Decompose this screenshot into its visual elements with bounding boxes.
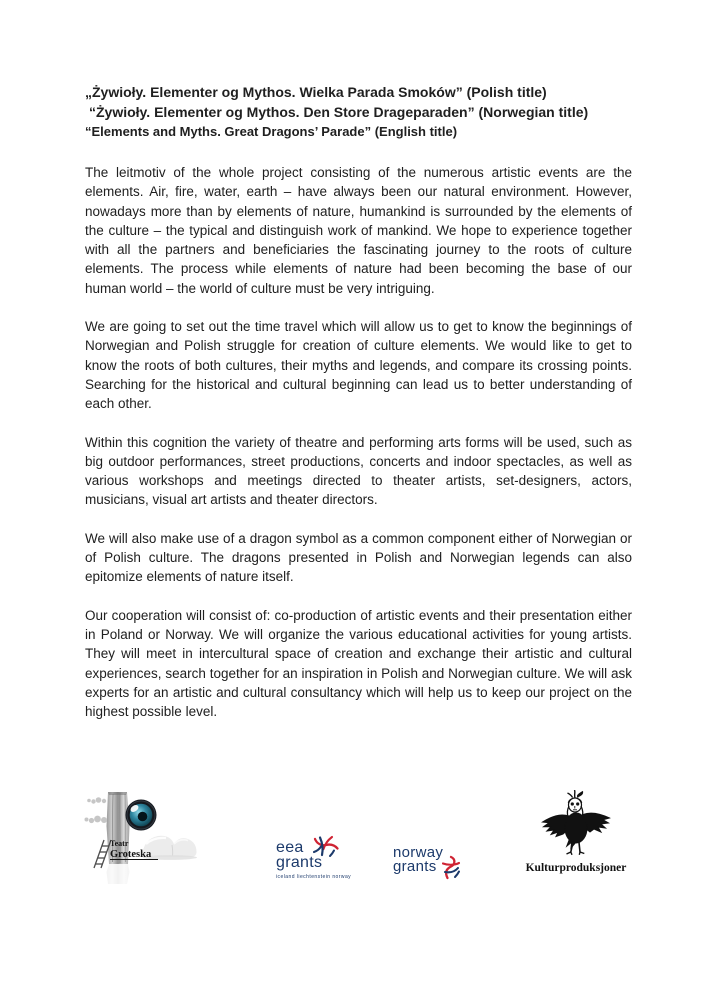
twig-icon <box>85 797 108 823</box>
eea-wordmark-line1: eea <box>276 839 304 856</box>
kulturproduksjoner-label: Kulturproduksjoner <box>525 862 627 874</box>
norway-grants-logo <box>393 846 483 884</box>
eye-icon <box>126 800 157 831</box>
paragraph-cooperation: Our cooperation will consist of: co-production of artistic events and their presentation either in Poland or Norway. We will organize the various educational activities for young artists. They will meet in intercultural space of creation and exchange their artistic and cultural experiences, search together for an inspiration in Polish and Norwegian culture. We will ask experts for an artistic and cultural consultancy which will help us to keep our project on the highest possible level. <box>85 607 632 720</box>
norway-figure-icon <box>440 855 464 881</box>
paragraph-dragon-symbol: We will also make use of a dragon symbol as a common component either of Norwegian or of Polish culture. The dragons presented in Polish and Norwegian legends can also epitomize elements of nature itself. <box>85 530 632 585</box>
groteska-wordmark-line2: Groteska <box>110 849 152 860</box>
paragraph-time-travel: We are going to set out the time travel which will allow us to get to know the beginnings of Norwegian and Polish struggle for creation of culture elements. We would like to get to know the roots of both cultures, their myths and legends, and compare its crossing points. Searching for the historical and cultural beginning can lead us to better understanding of each other. <box>85 319 632 412</box>
eea-grants-logo <box>276 841 362 891</box>
eea-star-icon <box>312 835 340 859</box>
document-text-block <box>85 82 632 721</box>
kulturproduksjoner-logo <box>520 790 632 882</box>
groteska-wordmark-line1: Teatr <box>110 839 129 848</box>
paragraph-cognition: Within this cognition the variety of theatre and performing arts forms will be used, such as big outdoor performances, street productions, concerts and indoor spectacles, as well as various workshops and meetings directed to theater artists, set-designers, actors, musicians, visual art artists and theater directors. <box>85 434 632 508</box>
norway-wordmark-line1: norway <box>393 844 444 861</box>
eea-wordmark-line2: grants <box>276 853 323 871</box>
norway-wordmark-line2: grants <box>393 857 437 875</box>
title-polish: „Żywioły. Elementer og Mythos. Wielka Parada Smoków” (Polish title) <box>85 84 547 100</box>
paragraph-leitmotiv: The leitmotiv of the whole project consisting of the numerous artistic events are the elements. Air, fire, water, earth – have always been our natural environment. However, nowadays more than by elements of nature, humankind is surrounded by the elements of the culture – the typical and distinguish work of mankind. We hope to experience together with all the partners and beneficiaries the fascinating journey to the roots of culture elements. The process while elements of nature had been becoming the base of our human world – the world of culture must be very intriguing. <box>85 165 632 296</box>
eea-countries-text: iceland liechtenstein norway <box>276 874 352 880</box>
bird-icon <box>539 790 613 860</box>
trunk-reflection <box>107 864 130 884</box>
teatr-groteska-graphic <box>84 786 206 884</box>
title-norwegian: “Żywioły. Elementer og Mythos. Den Store Drageparaden” (Norwegian title) <box>89 104 589 120</box>
title-english: “Elements and Myths. Great Dragons’ Parade” (English title) <box>85 124 458 139</box>
teatr-groteska-logo <box>84 786 206 884</box>
